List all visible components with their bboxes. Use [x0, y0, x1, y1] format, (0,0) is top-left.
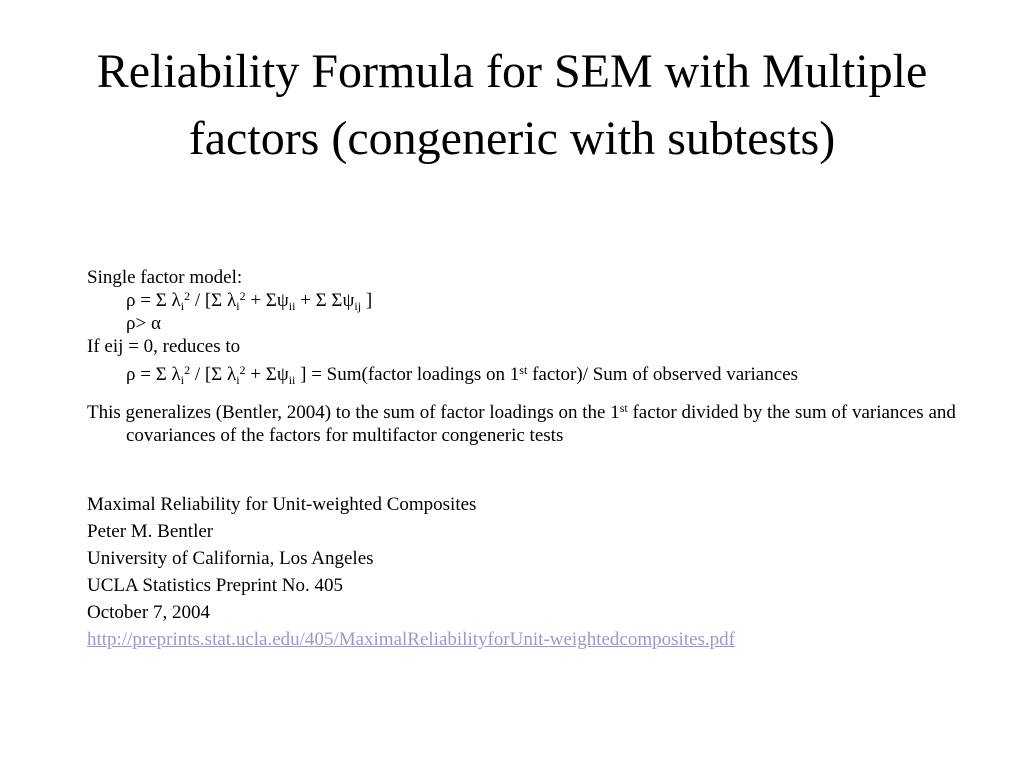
- reference-institution: University of California, Los Angeles: [87, 548, 374, 569]
- subscript: ii: [288, 299, 296, 313]
- formula-part: + Σ Σψ: [295, 290, 355, 311]
- slide-title: Reliability Formula for SEM with Multiple factors (congeneric with subtests): [96, 45, 928, 165]
- paragraph-part: factor divided by the sum of variances and covariances of the factors for multifactor congeneric tests: [126, 402, 956, 446]
- single-factor-heading: Single factor model:: [87, 267, 243, 288]
- subscript: i: [180, 373, 185, 387]
- formula-reduced: [87, 363, 967, 386]
- spacer: [87, 386, 967, 401]
- reference-url-link[interactable]: http://preprints.stat.ucla.edu/405/MaximalReliabilityforUnit-weightedcomposites.pdf: [87, 629, 735, 650]
- rho-greater-alpha: ρ> α: [126, 313, 161, 334]
- slide-body: [87, 266, 967, 653]
- if-eij-text: If eij = 0, reduces to: [87, 336, 241, 357]
- superscript: 2: [239, 289, 246, 303]
- superscript: st: [619, 401, 628, 415]
- subscript: i: [236, 373, 240, 387]
- paragraph-part: This generalizes (Bentler, 2004) to the sum of factor loadings on the 1: [87, 402, 620, 423]
- subscript: ii: [288, 373, 296, 387]
- formula-part: ρ = Σ λ: [126, 364, 181, 385]
- formula-part: + Σψ: [245, 364, 289, 385]
- formula-part: ] = Sum(factor loadings on 1: [295, 364, 520, 385]
- formula-part: ]: [361, 290, 373, 311]
- subscript: ij: [354, 299, 362, 313]
- formula-part: = Σ λ: [135, 290, 181, 311]
- reference-preprint: UCLA Statistics Preprint No. 405: [87, 575, 343, 596]
- formula-rho: ρ: [126, 290, 136, 311]
- reference-author: Peter M. Bentler: [87, 521, 214, 542]
- formula-part: / [Σ λ: [190, 290, 237, 311]
- generalizes-paragraph: [87, 401, 967, 447]
- superscript: 2: [184, 289, 191, 303]
- subscript: i: [180, 299, 185, 313]
- superscript: 2: [184, 363, 191, 377]
- formula-part: + Σψ: [245, 290, 289, 311]
- formula-part: / [Σ λ: [190, 364, 237, 385]
- superscript: 2: [239, 363, 246, 377]
- formula-part: factor)/ Sum of observed variances: [527, 364, 798, 385]
- formula-single-factor: [87, 289, 967, 312]
- reference-date: October 7, 2004: [87, 602, 210, 623]
- spacer: [87, 447, 967, 491]
- superscript: st: [519, 363, 528, 377]
- reference-url-row: [87, 626, 967, 653]
- subscript: i: [236, 299, 240, 313]
- reference-title: Maximal Reliability for Unit-weighted Composites: [87, 494, 477, 515]
